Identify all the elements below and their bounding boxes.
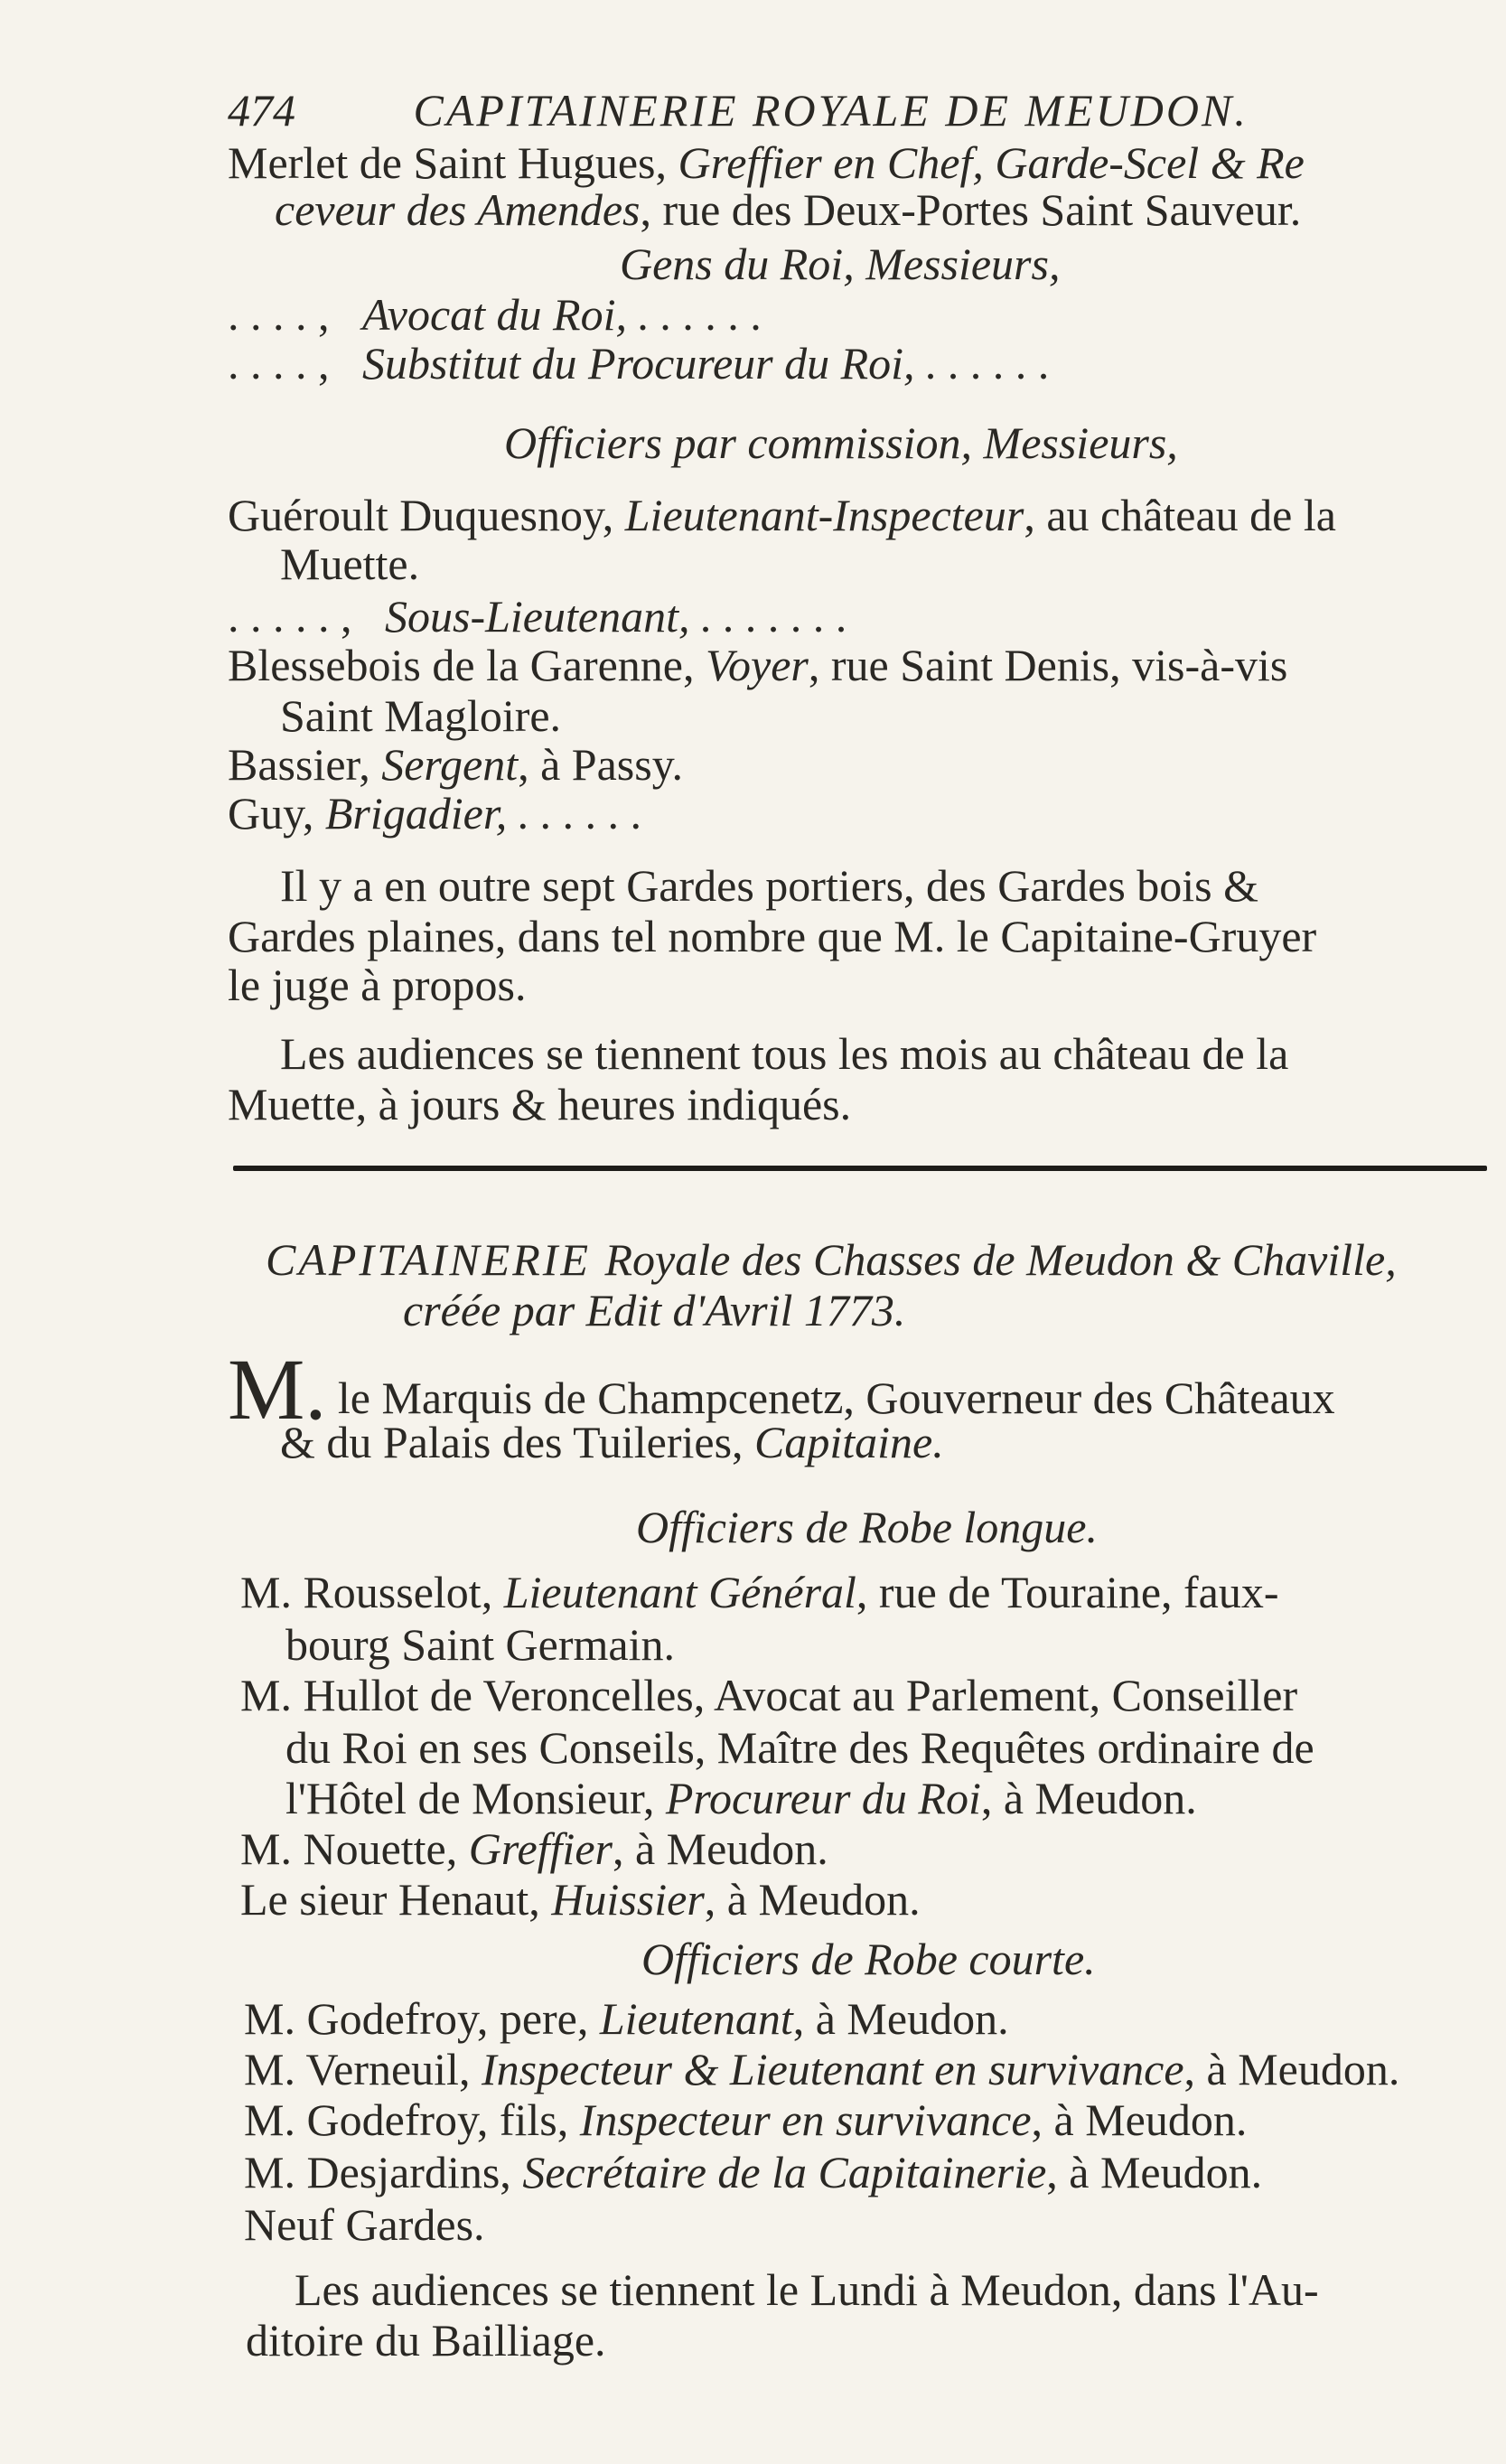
entry-neuf-gardes: Neuf Gardes.	[244, 2199, 485, 2250]
entry-hullot-line2: du Roi en ses Conseils, Maître des Requêtes ordinaire de	[285, 1722, 1314, 1773]
text: Guéroult Duquesnoy,	[228, 490, 625, 540]
text: , à Meudon.	[792, 1993, 1009, 2044]
text: & du Palais des Tuileries,	[280, 1417, 755, 1467]
entry-merlet-line2	[275, 183, 1506, 237]
entry-bassier	[228, 737, 1506, 792]
office-title: Secrétaire de la Capitainerie	[522, 2147, 1047, 2197]
text: Blessebois de la Garenne,	[228, 640, 706, 690]
entry-sous-lieutenant	[228, 589, 1506, 643]
office-title: Voyer	[706, 640, 809, 690]
text: , au château de la	[1024, 490, 1336, 540]
text: , à Meudon.	[1031, 2094, 1248, 2145]
drop-letter: M.	[228, 1341, 327, 1438]
paragraph-gardes-line3: le juge à propos.	[228, 960, 527, 1010]
office-title: Sous-Lieutenant, . . . . . . .	[385, 591, 848, 642]
section-divider	[233, 1166, 1487, 1171]
office-title: Lieutenant-Inspecteur	[624, 490, 1024, 540]
paragraph-gardes-line2: Gardes plaines, dans tel nombre que M. le Capitaine-Gruyer	[228, 911, 1317, 961]
text: , rue des Deux-Portes Saint Sauveur.	[640, 184, 1302, 235]
running-title: CAPITAINERIE ROYALE DE MEUDON.	[413, 85, 1249, 136]
text: Guy,	[228, 788, 325, 839]
leader-dots: . . . . . ,	[228, 591, 352, 642]
text: , à Meudon.	[704, 1874, 921, 1925]
entry-verneuil	[244, 2042, 1506, 2096]
paragraph-final-line2: ditoire du Bailliage.	[246, 2315, 606, 2366]
text: , à Meudon.	[980, 1773, 1197, 1823]
text: M. Desjardins,	[244, 2147, 523, 2197]
paragraph-audiences-line1: Les audiences se tiennent tous les mois au château de la	[280, 1028, 1289, 1079]
office-title: Lieutenant	[599, 1993, 793, 2044]
office-title: Huissier	[551, 1874, 705, 1925]
office-title: Procureur du Roi	[665, 1773, 981, 1823]
entry-blessebois-line1	[228, 638, 1506, 692]
text: Merlet de Saint Hugues,	[228, 137, 678, 188]
text: M. Godefroy, pere,	[244, 1993, 600, 2044]
paragraph-audiences-line2: Muette, à jours & heures indiqués.	[228, 1079, 852, 1129]
page-number: 474	[228, 85, 295, 136]
text: , à Passy.	[518, 739, 683, 790]
office-title: Capitaine.	[754, 1417, 944, 1467]
leader-dots: . . . . ,	[228, 289, 330, 340]
text: M. Rousselot,	[240, 1567, 504, 1617]
title-caps: CAPITAINERIE	[266, 1234, 605, 1285]
text: Le sieur Henaut,	[240, 1874, 552, 1925]
office-title: Lieutenant Général	[503, 1567, 856, 1617]
section2-title-line2: créée par Edit d'Avril 1773.	[403, 1285, 906, 1335]
text: Bassier,	[228, 739, 382, 790]
entry-gueroult-line2: Muette.	[280, 539, 420, 589]
entry-rousselot-line2: bourg Saint Germain.	[285, 1619, 675, 1670]
entry-henaut	[240, 1872, 1506, 1926]
entry-hullot-line3	[285, 1771, 1506, 1825]
entry-avocat	[228, 287, 1506, 342]
text: M. Godefroy, fils,	[244, 2094, 580, 2145]
text: , à Meudon.	[612, 1823, 828, 1874]
heading-robe-courte: Officiers de Robe courte.	[641, 1934, 1096, 1984]
text: M. Nouette,	[240, 1823, 469, 1874]
text: , à Meudon.	[1046, 2147, 1263, 2197]
entry-rousselot-line1	[240, 1565, 1506, 1619]
entry-guy	[228, 786, 1506, 840]
office-title: ceveur des Amendes	[275, 184, 641, 235]
paragraph-gardes-line1: Il y a en outre sept Gardes portiers, des Gardes bois &	[280, 860, 1259, 911]
entry-gueroult-line1	[228, 488, 1506, 542]
office-title: Greffier en Chef, Garde-Scel & Re	[678, 137, 1305, 188]
paragraph-final-line1: Les audiences se tiennent le Lundi à Meudon, dans l'Au-	[295, 2264, 1319, 2315]
text: le Marquis de Champcenetz, Gouverneur des Châteaux	[326, 1373, 1335, 1423]
leader-dots: . . . . ,	[228, 338, 330, 389]
text: , rue Saint Denis, vis-à-vis	[808, 640, 1288, 690]
entry-substitut	[228, 336, 1506, 390]
office-title: Substitut du Procureur du Roi, . . . . . .	[362, 338, 1051, 389]
text: l'Hôtel de Monsieur,	[285, 1773, 666, 1823]
heading-officiers-commission: Officiers par commission, Messieurs,	[504, 417, 1178, 468]
office-title: Inspecteur en survivance	[579, 2094, 1032, 2145]
office-title: Avocat du Roi, . . . . . .	[362, 289, 762, 340]
entry-blessebois-line2: Saint Magloire.	[280, 690, 562, 741]
title-rest: Royale des Chasses de Meudon & Chaville,	[604, 1234, 1397, 1285]
office-title: Sergent	[381, 739, 519, 790]
text: , rue de Touraine, faux-	[856, 1567, 1279, 1617]
heading-robe-longue: Officiers de Robe longue.	[636, 1502, 1098, 1552]
entry-hullot-line1: M. Hullot de Veroncelles, Avocat au Parlement, Conseiller	[240, 1670, 1298, 1720]
office-title: Brigadier, . . . . . .	[324, 788, 643, 839]
entry-godefroy-fils	[244, 2093, 1506, 2147]
text: M. Verneuil,	[244, 2044, 482, 2094]
office-title: Inspecteur & Lieutenant en survivance	[481, 2044, 1184, 2094]
heading-gens-du-roi: Gens du Roi, Messieurs,	[620, 239, 1061, 289]
section2-title-line1	[266, 1232, 1506, 1287]
office-title: Greffier	[468, 1823, 613, 1874]
text: , à Meudon.	[1183, 2044, 1400, 2094]
entry-marquis-line2	[280, 1415, 1506, 1469]
entry-godefroy-pere	[244, 1991, 1506, 2046]
entry-merlet-line1	[228, 136, 1506, 190]
entry-desjardins	[244, 2145, 1506, 2199]
entry-nouette	[240, 1822, 1506, 1876]
page-header	[228, 83, 1506, 137]
